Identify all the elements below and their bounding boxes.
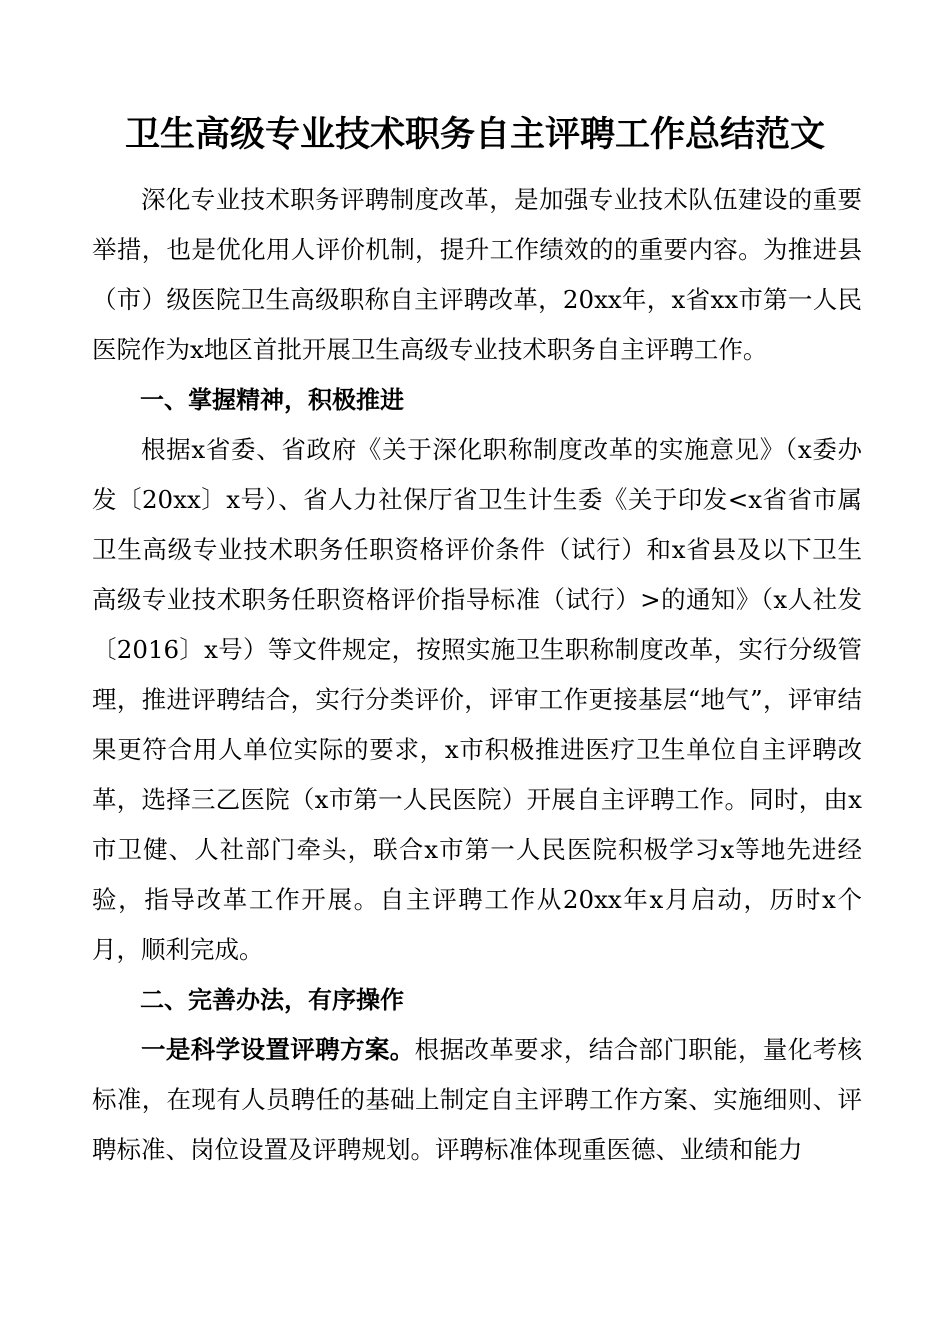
section-2-heading: 二、完善办法，有序操作 <box>140 986 404 1014</box>
section-2-paragraph <box>92 1025 862 1175</box>
section-2-lead: 一是科学设置评聘方案。 <box>141 1035 415 1064</box>
intro-paragraph: 深化专业技术职务评聘制度改革，是加强专业技术队伍建设的重要举措，也是优化用人评价机制，提升工作绩效的的重要内容。为推进县（市）级医院卫生高级职称自主评聘改革，20xx年，x省xx市第一人民医院作为x地区首批开展卫生高级专业技术职务自主评聘工作。 <box>92 185 862 364</box>
section-1-paragraph: 根据x省委、省政府《关于深化职称制度改革的实施意见》（x委办发〔20xx〕x号）、省人力社保厅省卫生计生委《关于印发<x省省市属卫生高级专业技术职务任职资格评价条件（试行）和x省县及以下卫生高级专业技术职务任职资格评价指导标准（试行）>的通知》（x人社发〔2016〕x号）等文件规定，按照实施卫生职称制度改革，实行分级管理，推进评聘结合，实行分类评价，评审工作更接基层“地气”，评审结果更符合用人单位实际的要求，x市积极推进医疗卫生单位自主评聘改革，选择三乙医院（x市第一人民医院）开展自主评聘工作。同时，由x市卫健、人社部门牵头，联合x市第一人民医院积极学习x等地先进经验，指导改革工作开展。自主评聘工作从20xx年x月启动，历时x个月，顺利完成。 <box>92 435 862 964</box>
section-2-text: 根据改革要求，结合部门职能，量化考核标准，在现有人员聘任的基础上制定自主评聘工作方案、实施细则、评聘标准、岗位设置及评聘规划。评聘标准体现重医德、业绩和能力 <box>92 1035 862 1164</box>
section-1-heading: 一、掌握精神，积极推进 <box>140 386 404 414</box>
document-title: 卫生高级专业技术职务自主评聘工作总结范文 <box>124 115 825 155</box>
document-body <box>92 175 862 1175</box>
